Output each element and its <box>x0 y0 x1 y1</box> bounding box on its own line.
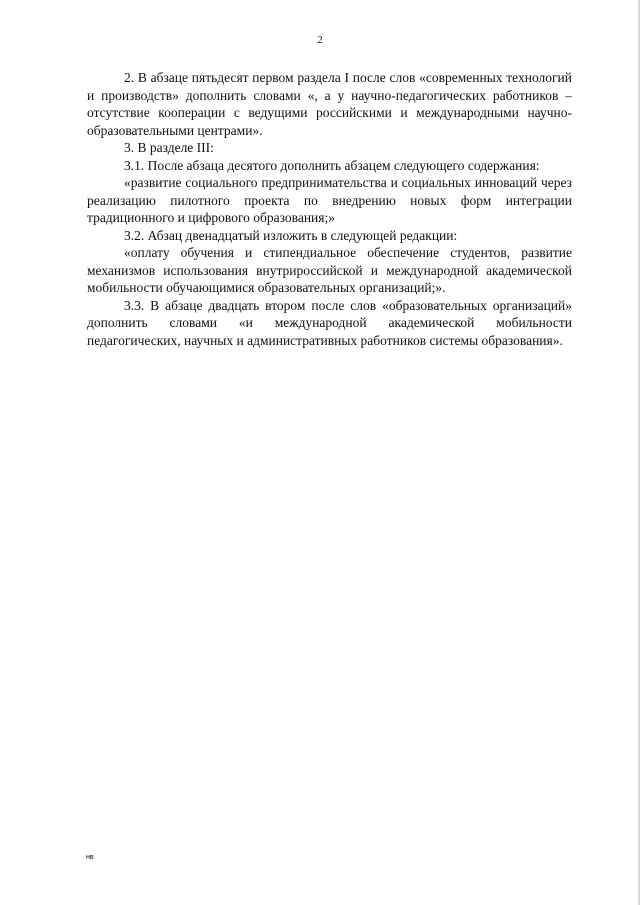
paragraph-quote-3-1: «развитие социального предпринимательства и социальных инноваций через реализацию пилотного проекта по внедрению новых форм интеграции традиционного и цифрового образования;» <box>87 175 572 225</box>
paragraph-item-2: 2. В абзаце пятьдесят первом раздела I после слов «современных технологий и производств» дополнить словами «, а у научно-педагогических работников – отсутствие кооперации с ведущими российскими и международными научно-образовательными центрами». <box>87 70 572 138</box>
footer-mark: нв <box>86 854 94 861</box>
paragraph-item-3-2: 3.2. Абзац двенадцатый изложить в следующей редакции: <box>124 227 458 243</box>
page-number: 2 <box>317 34 323 46</box>
paragraph-section-3-heading: 3. В разделе III: <box>124 140 214 155</box>
paragraph-quote-3-2: «оплату обучения и стипендиальное обеспечение студентов, развитие механизмов использования внутрироссийской и международной академической мобильности обучающимися образовательных организаций;». <box>87 245 572 295</box>
paragraph-item-3-1: 3.1. После абзаца десятого дополнить абзацем следующего содержания: <box>124 157 540 173</box>
paragraph-item-3-3: 3.3. В абзаце двадцать втором после слов «образовательных организаций» дополнить словами «и международной академической мобильности педагогических, научных и административных работников системы образования». <box>87 297 572 348</box>
document-body <box>87 69 572 349</box>
